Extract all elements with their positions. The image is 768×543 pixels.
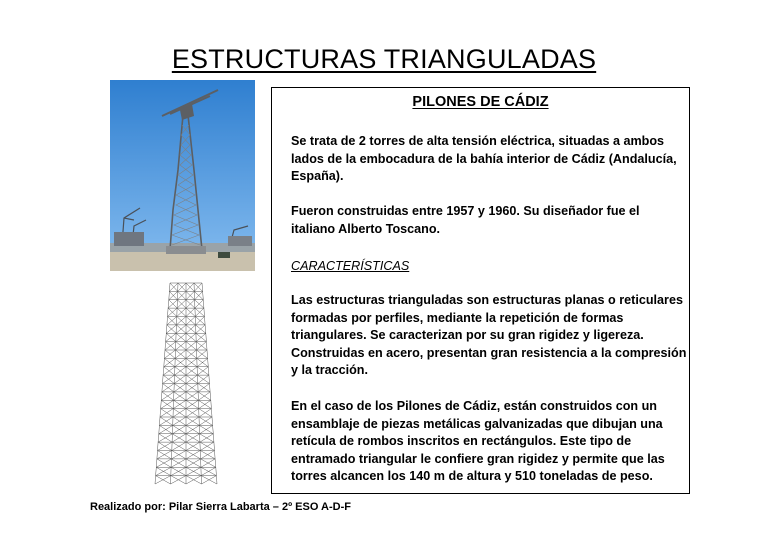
info-box xyxy=(271,87,690,494)
page-title: ESTRUCTURAS TRIANGULADAS xyxy=(171,44,597,74)
paragraph-cadiz-pylons: En el caso de los Pilones de Cádiz, están construidos con un ensamblaje de piezas metálicas galvanizadas que dibujan una retícula de rombos inscritos en rectángulos. Este tipo de entramado triangular le confiere gran rigidez y permite que las torres alcancen los 140 m de altura y 510 toneladas de peso. xyxy=(291,399,665,483)
lattice-tower-drawing xyxy=(152,279,220,488)
paragraph-construction: Fueron construidas entre 1957 y 1960. Su diseñador fue el italiano Alberto Toscano. xyxy=(291,204,640,236)
box-heading: PILONES DE CÁDIZ xyxy=(412,94,549,110)
author-footer: Realizado por: Pilar Sierra Labarta – 2º ESO A-D-F xyxy=(90,501,351,513)
lattice-lines xyxy=(155,283,217,484)
section-heading: CARACTERÍSTICAS xyxy=(291,259,410,273)
paragraph-location: Se trata de 2 torres de alta tensión eléctrica, situadas a ambos lados de la embocadura de la bahía interior de Cádiz (Andalucía, España). xyxy=(291,134,677,183)
photo-of-cadiz-pylon xyxy=(110,80,255,271)
paragraph-characteristics: Las estructuras trianguladas son estructuras planas o reticulares formadas por perfiles, mediante la repetición de formas triangulares. Se caracterizan por su gran rigidez y ligereza. Construidas en acero, presentan gran resistencia a la compresión y la tracción. xyxy=(291,293,687,377)
